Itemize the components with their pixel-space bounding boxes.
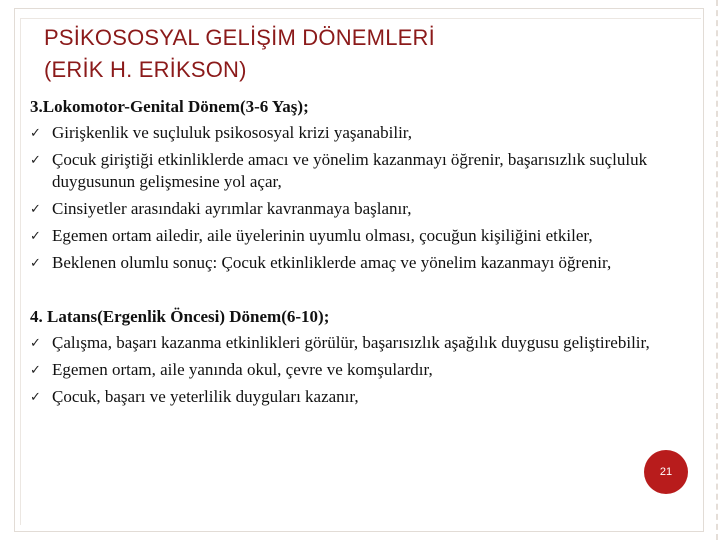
bullet-list (30, 122, 670, 274)
list-item-text: Beklenen olumlu sonuç: Çocuk etkinliklerde amaç ve yönelim kazanmayı öğrenir, (52, 253, 612, 272)
list-item (30, 198, 670, 220)
check-mark-icon: ✓ (30, 202, 41, 217)
list-item-text: Egemen ortam, aile yanında okul, çevre ve komşulardır, (52, 360, 433, 379)
check-mark-icon: ✓ (30, 153, 41, 168)
section-latans (30, 306, 670, 408)
check-mark-icon: ✓ (30, 390, 41, 405)
list-item-text: Girişkenlik ve suçluluk psikososyal krizi yaşanabilir, (52, 123, 413, 142)
page-number-badge: 21 (644, 450, 688, 494)
list-item (30, 386, 670, 408)
bullet-list (30, 332, 670, 408)
list-item (30, 332, 670, 354)
list-item (30, 225, 670, 247)
check-mark-icon: ✓ (30, 256, 41, 271)
section-gap (30, 279, 670, 306)
check-mark-icon: ✓ (30, 363, 41, 378)
list-item (30, 359, 670, 381)
list-item-text: Çocuk, başarı ve yeterlilik duyguları kazanır, (52, 387, 359, 406)
section-heading: 4. Latans(Ergenlik Öncesi) Dönem(6-10); (30, 307, 330, 326)
list-item (30, 149, 670, 193)
list-item-text: Egemen ortam ailedir, aile üyelerinin uyumlu olması, çocuğun kişiliğini etkiler, (52, 226, 593, 245)
title-line-2: (ERİK H. ERİKSON) (44, 57, 247, 82)
check-mark-icon: ✓ (30, 229, 41, 244)
list-item-text: Çocuk giriştiği etkinliklerde amacı ve yönelim kazanmayı öğrenir, başarısızlık suçluluk duygusunun gelişmesine yol açar, (52, 150, 648, 191)
title-line-1: PSİKOSOSYAL GELİŞİM DÖNEMLERİ (44, 25, 435, 50)
dashed-border (716, 0, 718, 540)
section-lokomotor-genital (30, 96, 670, 274)
list-item-text: Cinsiyetler arasındaki ayrımlar kavranmaya başlanır, (52, 199, 412, 218)
list-item-text: Çalışma, başarı kazanma etkinlikleri görülür, başarısızlık aşağılık duygusu geliştirebilir, (52, 333, 650, 352)
section-heading: 3.Lokomotor-Genital Dönem(3-6 Yaş); (30, 97, 309, 116)
slide-title (44, 22, 435, 86)
list-item (30, 122, 670, 144)
check-mark-icon: ✓ (30, 126, 41, 141)
list-item (30, 252, 670, 274)
check-mark-icon: ✓ (30, 336, 41, 351)
slide-content (30, 96, 670, 413)
